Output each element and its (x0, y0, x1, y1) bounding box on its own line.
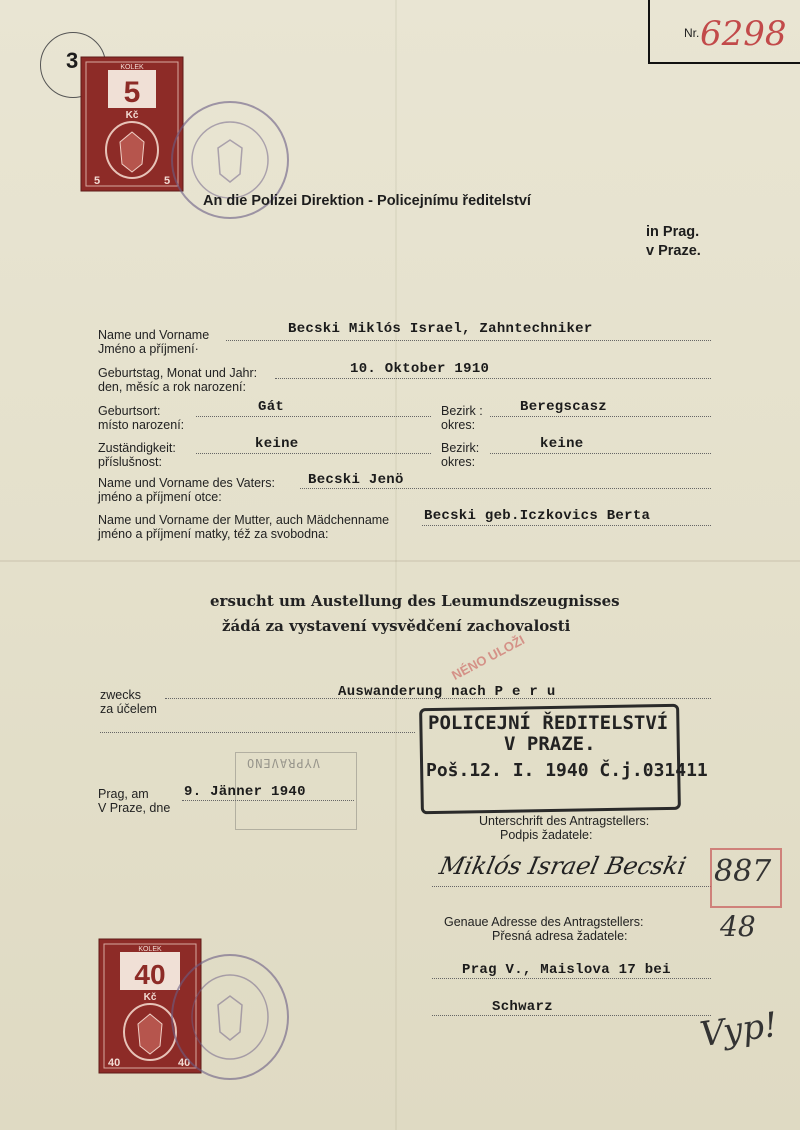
birthdate-label-de: Geburtstag, Monat und Jahr: (98, 366, 258, 380)
date-value: 9. Jänner 1940 (184, 784, 306, 800)
place-cz: v Praze. (646, 243, 701, 259)
domicile-district-value: keine (540, 436, 584, 452)
request-line-cz: žádá za vystavení vysvědčení zachovalosti (222, 617, 571, 635)
address-line2: Schwarz (492, 999, 553, 1015)
margin-note-48: 48 (720, 910, 756, 943)
birth-district-dotline (490, 416, 711, 417)
place-de: in Prag. (646, 224, 700, 240)
name-dotline (226, 340, 711, 341)
request-line-de: ersucht um Austellung des Leumundszeugnisses (210, 592, 620, 610)
stamp40-top: KOLEK (138, 946, 162, 953)
stamp5-corner-left: 5 (94, 175, 101, 187)
mother-label-cz: jméno a příjmení matky, též za svobodna: (98, 527, 329, 541)
address-label-de: Genaue Adresse des Antragstellers: (444, 915, 644, 929)
police-stamp-line2: V PRAZE. (504, 733, 596, 755)
police-stamp-line1: POLICEJNÍ ŘEDITELSTVÍ (428, 712, 669, 734)
birth-district-label-cz: okres: (441, 418, 476, 432)
father-dotline (300, 488, 711, 489)
father-label-cz: jméno a příjmení otce: (98, 490, 222, 504)
address-label-cz: Přesná adresa žadatele: (492, 929, 628, 943)
purpose-value: Auswanderung nach P e r u (338, 684, 556, 700)
birth-district-value: Beregscasz (520, 399, 608, 415)
address-line1: Prag V., Maislova 17 bei (462, 962, 671, 978)
stamp5-top: KOLEK (120, 64, 144, 71)
mother-value: Becski geb.Iczkovics Berta (424, 508, 651, 524)
stamp5-corner-right: 5 (164, 175, 171, 187)
margin-note-vyp: Vyp! (697, 1004, 781, 1056)
domicile-district-label-de: Bezirk: (441, 441, 480, 455)
father-value: Becski Jenö (308, 472, 404, 488)
birthdate-value: 10. Oktober 1910 (350, 361, 490, 377)
applicant-signature: Miklós Israel Becski (437, 852, 689, 880)
paper-fold-horizontal (0, 560, 800, 562)
domicile-label-cz: příslušnost: (98, 455, 162, 469)
birthplace-label-cz: místo narození: (98, 418, 185, 432)
domicile-district-label-cz: okres: (441, 455, 476, 469)
date-label-de: Prag, am (98, 787, 149, 801)
birth-district-label-de: Bezirk : (441, 404, 483, 418)
stamp40-value: 40 (134, 959, 166, 990)
page-mark: 3 (66, 48, 79, 73)
purpose-dotline-2 (100, 732, 415, 733)
mother-label-de: Name und Vorname der Mutter, auch Mädchenname (98, 513, 390, 527)
round-seal-bottom (168, 950, 292, 1084)
date-label-cz: V Praze, dne (98, 801, 171, 815)
address-dotline-2 (432, 1015, 711, 1016)
domicile-label-de: Zuständigkeit: (98, 441, 176, 455)
number-handwritten: 6298 (700, 14, 787, 54)
stamp40-corner-right: 40 (178, 1057, 191, 1069)
purpose-label-cz: za účelem (100, 702, 157, 716)
domicile-district-dotline (490, 453, 711, 454)
paper-fold-vertical (395, 0, 397, 1130)
stamp40-corner-left: 40 (108, 1057, 121, 1069)
address-dotline-1 (432, 978, 711, 979)
birthdate-dotline (275, 378, 711, 379)
mother-dotline (422, 525, 711, 526)
domicile-value: keine (255, 436, 299, 452)
birthplace-dotline (196, 416, 431, 417)
name-label-cz: Jméno a příjmení· (98, 342, 199, 356)
vypraveno-text: VYPRAVENO (246, 756, 321, 770)
stamp5-currency: Kč (125, 110, 139, 121)
purpose-label-de: zwecks (100, 688, 141, 702)
margin-note-887: 887 (714, 854, 772, 889)
red-stamp-text: NÉNO ULOŽI (449, 632, 528, 683)
addressee-heading: An die Polizei Direktion - Policejnímu ředitelství (203, 193, 531, 209)
signature-dotline (432, 886, 711, 887)
stamp40-currency: Kč (143, 992, 157, 1003)
name-value: Becski Miklós Israel, Zahntechniker (288, 321, 593, 337)
number-label: Nr. (684, 26, 700, 40)
father-label-de: Name und Vorname des Vaters: (98, 476, 275, 490)
birthplace-value: Gát (258, 399, 285, 415)
police-stamp-line3: Poš.12. I. 1940 Č.j.031411 (426, 760, 708, 781)
date-dotline (182, 800, 354, 801)
signature-label-de: Unterschrift des Antragstellers: (479, 814, 650, 828)
birthplace-label-de: Geburtsort: (98, 404, 161, 418)
name-label-de: Name und Vorname (98, 328, 210, 342)
signature-label-cz: Podpis žadatele: (500, 828, 593, 842)
stamp5-value: 5 (123, 76, 141, 109)
domicile-dotline (196, 453, 431, 454)
birthdate-label-cz: den, měsíc a rok narození: (98, 380, 246, 394)
